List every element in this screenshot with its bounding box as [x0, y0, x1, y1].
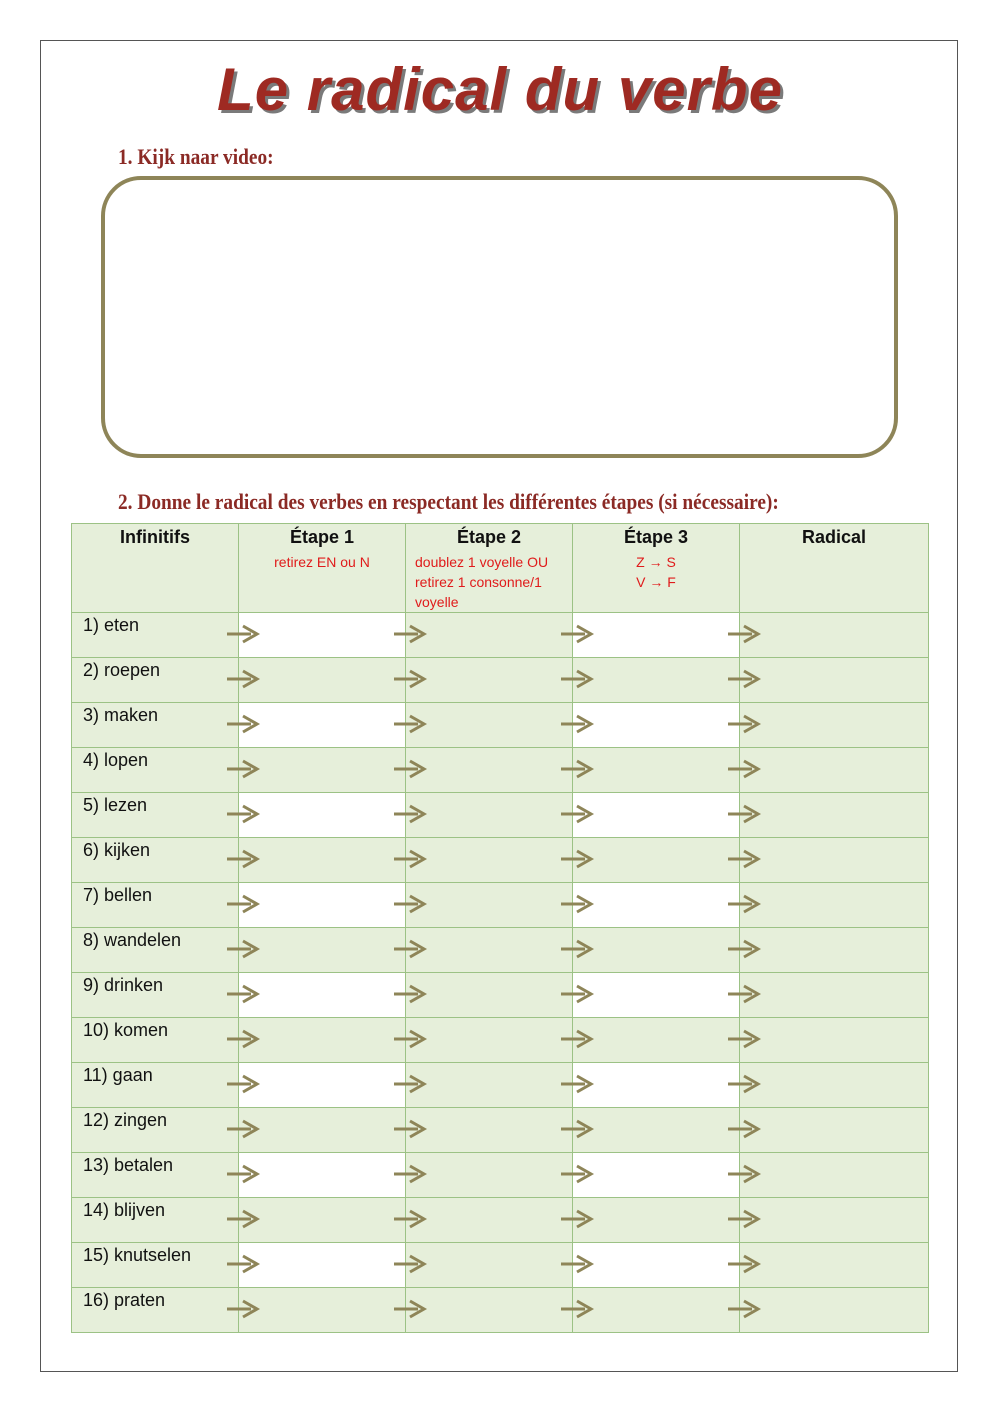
worksheet-title: Le radical du verbe: [217, 56, 783, 123]
header-label: Étape 2: [456, 527, 522, 547]
etape-2-cell[interactable]: [406, 928, 573, 973]
infinitive-cell: [72, 928, 239, 973]
etape-2-cell[interactable]: [406, 1108, 573, 1153]
arrow-right-icon: [726, 938, 762, 960]
infinitive-cell: [72, 973, 239, 1018]
arrow-right-icon: [392, 713, 428, 735]
arrow-right-icon: [225, 848, 261, 870]
table-row: [72, 1243, 929, 1288]
arrow-right-icon: [225, 1298, 261, 1320]
infinitive-cell: [72, 748, 239, 793]
verb-label: 4) lopen: [83, 750, 149, 770]
arrow-right-icon: [726, 1208, 762, 1230]
infinitive-cell: [72, 883, 239, 928]
header-label: Étape 3: [623, 527, 689, 547]
infinitive-cell: [72, 1108, 239, 1153]
table-header-row: [72, 524, 929, 613]
arrow-right-icon: [726, 1118, 762, 1140]
etape-3-cell[interactable]: [573, 1153, 740, 1198]
arrow-right-icon: [559, 848, 595, 870]
etape-2-cell[interactable]: [406, 1288, 573, 1333]
etape-1-cell[interactable]: [239, 1063, 406, 1108]
radical-cell[interactable]: [740, 928, 929, 973]
verb-label: 3) maken: [83, 705, 159, 725]
header-infinitifs: [72, 524, 239, 613]
arrow-right-icon: [726, 1028, 762, 1050]
table-row: [72, 838, 929, 883]
verb-label: 13) betalen: [83, 1155, 174, 1175]
arrow-right-icon: [392, 1028, 428, 1050]
header-radical: [740, 524, 929, 613]
arrow-right-icon: [225, 758, 261, 780]
table-row: [72, 1153, 929, 1198]
arrow-right-icon: [225, 1118, 261, 1140]
radical-cell[interactable]: [740, 748, 929, 793]
arrow-right-icon: [726, 713, 762, 735]
arrow-right-icon: [225, 668, 261, 690]
arrow-right-icon: [726, 803, 762, 825]
etape-1-cell[interactable]: [239, 748, 406, 793]
infinitive-cell: [72, 1198, 239, 1243]
arrow-right-icon: [726, 1163, 762, 1185]
arrow-right-icon: [726, 1298, 762, 1320]
arrow-right-icon: [225, 803, 261, 825]
arrow-right-icon: [559, 1163, 595, 1185]
table-row: [72, 1018, 929, 1063]
radical-cell[interactable]: [740, 1288, 929, 1333]
table-row: [72, 793, 929, 838]
arrow-right-icon: [559, 1028, 595, 1050]
etape-3-cell[interactable]: [573, 1108, 740, 1153]
verb-label: 12) zingen: [83, 1110, 168, 1130]
etape-1-cell[interactable]: [239, 1198, 406, 1243]
etape-1-cell[interactable]: [239, 1153, 406, 1198]
table-row: [72, 928, 929, 973]
verb-label: 1) eten: [83, 615, 140, 635]
verb-label: 7) bellen: [83, 885, 153, 905]
arrow-right-icon: [392, 668, 428, 690]
arrow-right-icon: [559, 1073, 595, 1095]
etape-1-cell[interactable]: [239, 1018, 406, 1063]
arrow-right-icon: [392, 848, 428, 870]
etape-2-cell[interactable]: [406, 973, 573, 1018]
arrow-right-icon: [225, 1163, 261, 1185]
arrow-right-icon: [559, 1118, 595, 1140]
table-row: [72, 703, 929, 748]
etape-2-cell[interactable]: [406, 1063, 573, 1108]
header-etape-2: [406, 524, 573, 613]
video-frame[interactable]: [101, 176, 898, 458]
etape-3-cell[interactable]: [573, 1288, 740, 1333]
radical-cell[interactable]: [740, 973, 929, 1018]
arrow-right-icon: [392, 1073, 428, 1095]
infinitive-cell: [72, 703, 239, 748]
arrow-right-icon: [559, 1208, 595, 1230]
etape-3-cell[interactable]: [573, 838, 740, 883]
etape-1-cell[interactable]: [239, 793, 406, 838]
section-1-title: 1. Kijk naar video:: [118, 144, 274, 169]
etape-1-cell[interactable]: [239, 928, 406, 973]
arrow-right-icon: [726, 668, 762, 690]
table-row: [72, 1108, 929, 1153]
arrow-right-icon: [726, 1253, 762, 1275]
etape-3-cell[interactable]: [573, 1243, 740, 1288]
infinitive-cell: [72, 1243, 239, 1288]
table-row: [72, 883, 929, 928]
arrow-right-icon: [392, 1298, 428, 1320]
arrow-right-icon: [559, 668, 595, 690]
arrow-right-icon: [726, 1073, 762, 1095]
section-2-title: 2. Donne le radical des verbes en respectant les différentes étapes (si nécessaire):: [118, 489, 779, 514]
arrow-right-icon: [559, 758, 595, 780]
arrow-right-icon: [726, 758, 762, 780]
infinitive-cell: [72, 838, 239, 883]
infinitive-cell: [72, 658, 239, 703]
etape-1-cell[interactable]: [239, 613, 406, 658]
etape-2-cell[interactable]: [406, 703, 573, 748]
header-label: Étape 1: [289, 527, 355, 547]
radical-cell[interactable]: [740, 1108, 929, 1153]
verb-label: 15) knutselen: [83, 1245, 192, 1265]
arrow-right-icon: [559, 1253, 595, 1275]
etape-2-cell[interactable]: [406, 793, 573, 838]
etape-3-cell[interactable]: [573, 1198, 740, 1243]
arrow-right-icon: [225, 1073, 261, 1095]
header-hint-v-f: V → F: [636, 574, 676, 590]
etape-1-cell[interactable]: [239, 973, 406, 1018]
verb-label: 5) lezen: [83, 795, 148, 815]
arrow-right-icon: [392, 938, 428, 960]
verb-label: 11) gaan: [83, 1065, 153, 1085]
etape-3-cell[interactable]: [573, 703, 740, 748]
table-row: [72, 973, 929, 1018]
radical-cell[interactable]: [740, 1063, 929, 1108]
arrow-right-icon: [225, 983, 261, 1005]
arrow-right-icon: [559, 713, 595, 735]
verb-label: 9) drinken: [83, 975, 164, 995]
etape-3-cell[interactable]: [573, 658, 740, 703]
etape-1-cell[interactable]: [239, 703, 406, 748]
etape-2-cell[interactable]: [406, 748, 573, 793]
arrow-right-icon: [726, 848, 762, 870]
arrow-right-icon: [726, 893, 762, 915]
arrow-right-icon: [559, 1298, 595, 1320]
radical-cell[interactable]: [740, 613, 929, 658]
radical-cell[interactable]: [740, 1243, 929, 1288]
arrow-right-icon: [225, 1208, 261, 1230]
etape-3-cell[interactable]: [573, 793, 740, 838]
header-etape-3: [573, 524, 740, 613]
etape-2-cell[interactable]: [406, 883, 573, 928]
etape-3-cell[interactable]: [573, 748, 740, 793]
etape-2-cell[interactable]: [406, 1243, 573, 1288]
arrow-right-icon: [392, 758, 428, 780]
verb-label: 6) kijken: [83, 840, 151, 860]
etape-3-cell[interactable]: [573, 613, 740, 658]
header-hint-z-s: Z → S: [636, 554, 676, 570]
etape-1-cell[interactable]: [239, 838, 406, 883]
radical-cell[interactable]: [740, 1198, 929, 1243]
table-row: [72, 1288, 929, 1333]
etape-1-cell[interactable]: [239, 1108, 406, 1153]
verb-label: 8) wandelen: [83, 930, 182, 950]
arrow-right-icon: [559, 938, 595, 960]
arrow-right-icon: [225, 623, 261, 645]
arrow-right-icon: [559, 893, 595, 915]
etape-2-cell[interactable]: [406, 1198, 573, 1243]
etape-2-cell[interactable]: [406, 613, 573, 658]
header-hint: retirez EN ou N: [274, 554, 370, 570]
etape-3-cell[interactable]: [573, 1018, 740, 1063]
arrow-right-icon: [225, 1028, 261, 1050]
verb-label: 14) blijven: [83, 1200, 166, 1220]
arrow-right-icon: [392, 893, 428, 915]
radical-cell[interactable]: [740, 883, 929, 928]
etape-2-cell[interactable]: [406, 1153, 573, 1198]
radical-cell[interactable]: [740, 703, 929, 748]
radical-cell[interactable]: [740, 1018, 929, 1063]
infinitive-cell: [72, 1153, 239, 1198]
header-label: Infinitifs: [120, 527, 190, 547]
table-row: [72, 613, 929, 658]
table-row: [72, 1063, 929, 1108]
infinitive-cell: [72, 1063, 239, 1108]
arrow-right-icon: [392, 1163, 428, 1185]
arrow-right-icon: [559, 983, 595, 1005]
radical-cell[interactable]: [740, 838, 929, 883]
etape-2-cell[interactable]: [406, 658, 573, 703]
arrow-right-icon: [225, 713, 261, 735]
arrow-right-icon: [392, 623, 428, 645]
infinitive-cell: [72, 793, 239, 838]
infinitive-cell: [72, 613, 239, 658]
etape-2-cell[interactable]: [406, 838, 573, 883]
verb-label: 10) komen: [83, 1020, 169, 1040]
arrow-right-icon: [726, 623, 762, 645]
arrow-right-icon: [559, 803, 595, 825]
arrow-right-icon: [392, 1253, 428, 1275]
radical-cell[interactable]: [740, 793, 929, 838]
radical-cell[interactable]: [740, 658, 929, 703]
etape-3-cell[interactable]: [573, 928, 740, 973]
etape-2-cell[interactable]: [406, 1018, 573, 1063]
etape-1-cell[interactable]: [239, 658, 406, 703]
etape-1-cell[interactable]: [239, 1243, 406, 1288]
arrow-right-icon: [726, 983, 762, 1005]
arrow-right-icon: [225, 1253, 261, 1275]
arrow-right-icon: [559, 623, 595, 645]
verb-table: [71, 523, 929, 1333]
header-etape-1: [239, 524, 406, 613]
arrow-right-icon: [392, 1118, 428, 1140]
etape-3-cell[interactable]: [573, 1063, 740, 1108]
table-row: [72, 748, 929, 793]
etape-1-cell[interactable]: [239, 1288, 406, 1333]
radical-cell[interactable]: [740, 1153, 929, 1198]
header-label: Radical: [801, 527, 867, 547]
arrow-right-icon: [225, 938, 261, 960]
table-row: [72, 1198, 929, 1243]
arrow-right-icon: [225, 893, 261, 915]
arrow-right-icon: [392, 803, 428, 825]
header-hint: doublez 1 voyelle OU retirez 1 consonne/1 voyelle: [415, 554, 549, 610]
arrow-right-icon: [392, 983, 428, 1005]
etape-1-cell[interactable]: [239, 883, 406, 928]
etape-3-cell[interactable]: [573, 883, 740, 928]
arrow-right-icon: [392, 1208, 428, 1230]
verb-label: 16) praten: [83, 1290, 166, 1310]
verb-label: 2) roepen: [83, 660, 161, 680]
etape-3-cell[interactable]: [573, 973, 740, 1018]
infinitive-cell: [72, 1018, 239, 1063]
table-row: [72, 658, 929, 703]
infinitive-cell: [72, 1288, 239, 1333]
